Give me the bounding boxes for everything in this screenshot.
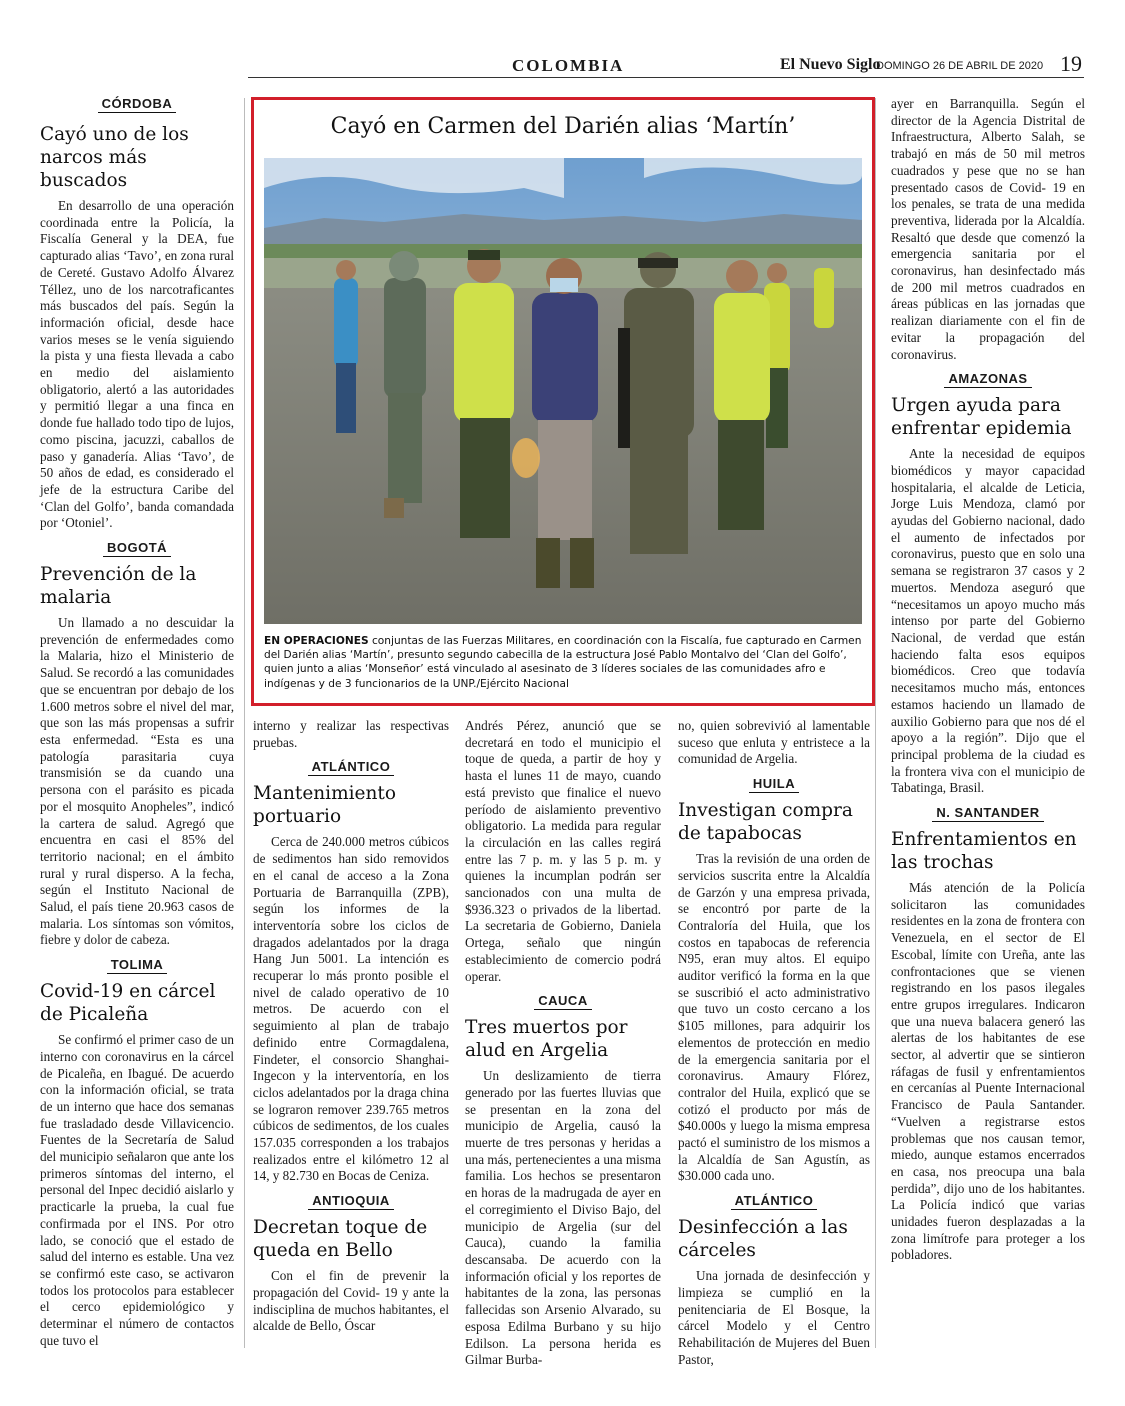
headline: Decretan toque de queda en Bello (253, 1217, 428, 1262)
headline: Covid-19 en cárcel de Picaleña (40, 981, 216, 1026)
caption-text: conjuntas de las Fuerzas Militares, en coordinación con la Fiscalía, fue capturado en Carmen del Darién alias ‘Martín’, presunto segundo cabecilla de la estructura José Pablo Montalvo del ‘Clan del Golfo’, quien junto a alias ‘Monseñor’ está vinculado al asesinato de 3 líderes sociales de las comunidades afro e indígenas y de 3 funcionarios de la UNP./Ejército Nacional (264, 635, 862, 690)
page-number: 19 (1060, 51, 1082, 76)
headline: Urgen ayuda para enfrentar epidemia (891, 395, 1072, 440)
article-body: Ante la necesidad de equipos biomédicos y mayor capacidad hospitalaria, el alcalde de Leticia, Jorge Luis Mendoza, clamó por ayudas del Gobierno nacional, dado el aumento de infectados por coronavirus, puesto que en solo una semana se registraron 37 casos y 2 muertos. Mendoza aseguró que “necesitamos un apoyo mucho más intenso por parte del Gobierno Nacional, de verdad que están haciendo falta esos equipos biomédicos. Creo que todavía necesitamos mucho más, entonces estamos haciendo un llamado de auxilio Gobierno para que nos dé el apoyo a la región”. Dijo que el principal problema de la ciudad es la frontera viva con el municipio de Tabatinga, Brasil. (891, 446, 1085, 796)
article-body-continued: ayer en Barranquilla. Según el director de la Agencia Distrital de Infraestructura, Alberto Salah, se trabajó en más de 50 mil metros cuadrados y pese que no se han presentado casos de Covid- 19 en los penales, se trata de una medida preventiva, liderada por la Alcaldía. Resaltó que desde que comenzó la emergencia sanitaria por el coronavirus, han desinfectado más de 200 mil metros cuadrados en áreas públicas en las jornadas que realizan diariamente con el fin de evitar la propagación del coronavirus. (891, 96, 1085, 362)
article-body: Cerca de 240.000 metros cúbicos de sedimentos han sido removidos en el canal de acceso a la Zona Portuaria de Barranquilla (ZPB), según los informes de la interventoría sobre los ciclos de dragados adelantados por la draga Hang Jun 5001. La intención es recuperar lo más pronto posible el nivel de calado operativo de 10 metros. De acuerdo con el seguimiento al plan de trabajo definido entre Cormagdalena, Findeter, el consorcio Shanghai-Ingecon y la interventoría, en los ciclos adelantados por la draga china se lograron remover 239.765 metros cúbicos de sedimentos, de los cuales 157.035 corresponden a los trabajos realizados entre el kilómetro 12 al 14, y 82.730 en Bocas de Ceniza. (253, 834, 449, 1184)
feature-photo (264, 158, 862, 624)
feature-box (251, 97, 875, 706)
section-title: COLOMBIA (512, 56, 625, 75)
column-divider (875, 98, 876, 1348)
headline: Prevención de la malaria (40, 564, 197, 609)
column-2 (253, 718, 449, 1335)
headline: Tres muertos por alud en Argelia (465, 1017, 628, 1062)
headline: Desinfección a las cárceles (678, 1217, 848, 1262)
caption-lead: EN OPERACIONES (264, 635, 369, 647)
headline: Mantenimiento portuario (253, 783, 396, 828)
headline: Investigan compra de tapabocas (678, 800, 853, 845)
section-tag: ANTIOQUIA (253, 1193, 449, 1210)
article-body: Una jornada de desinfección y limpieza se cumplió en la penitenciaria de El Bosque, la cárcel Modelo y el Centro Rehabilitación de Mujeres del Buen Pastor, (678, 1268, 870, 1367)
article-body: Se confirmó el primer caso de un interno con coronavirus en la cárcel de Picaleña, en Ibagué. De acuerdo con la información oficial, se trata de un interno que hace dos semanas fue trasladado desde Villavicencio. Fuentes de la Secretaría de Salud del municipio señalaron que ante los primeros síntomas del interno, el personal del Inpec decidió aislarlo y practicarle la prueba, la cual fue confirmada por el INS. Por otro lado, se conoció que el estado de salud del interno es estable. Una vez se confirmó este caso, se activaron todos los protocolos para establecer el cerco epidemiológico y determinar el número de contactos que tuvo el (40, 1032, 234, 1348)
section-tag: BOGOTÁ (40, 540, 234, 557)
header-rule (248, 77, 1084, 78)
section-tag: ATLÁNTICO (253, 759, 449, 776)
headline: Cayó uno de los narcos más buscados (40, 124, 189, 191)
article-body: Un deslizamiento de tierra generado por las fuertes lluvias que se presentan en la zona del municipio de Argelia, causó la muerte de tres personas y heridas a una más, pertenecientes a una misma familia. Los hechos se presentaron en horas de la madrugada de ayer en el corregimiento el Diviso Bajo, del municipio de Argelia (sur del Cauca), cuando la familia descansaba. De acuerdo con la información oficial y los reportes de habitantes de la zona, las personas fallecidas son Arsenio Alvarado, su esposa Edilma Burbano y su hijo Edilson. La persona herida es Gilmar Burba- (465, 1068, 661, 1368)
column-5 (891, 96, 1085, 1264)
issue-date: DOMINGO 26 DE ABRIL DE 2020 (876, 60, 1044, 72)
section-tag: CAUCA (465, 993, 661, 1010)
article-body: Con el fin de prevenir la propagación del Covid- 19 y ante la indisciplina de muchos habitantes, el alcalde de Bello, Óscar (253, 1268, 449, 1334)
section-tag: HUILA (678, 776, 870, 793)
section-tag: AMAZONAS (891, 371, 1085, 388)
section-tag: N. SANTANDER (891, 805, 1085, 822)
feature-title: Cayó en Carmen del Darién alias ‘Martín’ (330, 114, 796, 139)
column-1 (40, 96, 234, 1349)
column-3 (465, 718, 661, 1369)
article-body-continued: Andrés Pérez, anunció que se decretará en todo el municipio el toque de queda, a partir de hoy y hasta el lunes 11 de mayo, cuando está previsto que finalice el nuevo período de aislamiento preventivo obligatorio. La medida para regular la circulación en las calles regirá entre las 7 p. m. y las 5 p. m. y quienes la incumplan podrán ser sancionados con una multa de $936.323 o privados de la libertad. La secretaria de Gobierno, Daniela Ortega, señalo que ningún establecimiento de comercio podrá operar. (465, 718, 661, 984)
column-4 (678, 718, 870, 1368)
section-tag: ATLÁNTICO (678, 1193, 870, 1210)
article-body-continued: interno y realizar las respectivas pruebas. (253, 718, 449, 750)
column-divider (244, 98, 245, 1348)
article-body: Tras la revisión de una orden de servicios suscrita entre la Alcaldía de Garzón y una empresa privada, se encontró por parte de la Contraloría del Huila, que los costos en tapabocas de referencia N95, eran muy altos. El equipo auditor verificó la forma en la que se suscribió el acto administrativo que tuvo un costo cercano a los $105 millones, para adquirir los elementos de protección en medio de la emergencia sanitaria por el coronavirus. Amaury Flórez, contralor del Huila, explicó que se cotizó el producto por más de $40.000s y luego la misma empresa pactó el suministro de los mismos a la Alcaldía de San Agustín, as $30.000 cada uno. (678, 851, 870, 1184)
section-tag: CÓRDOBA (40, 96, 234, 113)
article-body: En desarrollo de una operación coordinada entre la Policía, la Fiscalía General y la DEA, fue capturado alias ‘Tavo’, en zona rural de Cereté. Gustavo Adolfo Álvarez Téllez, uno de los narcotraficantes más buscados del país. Según la información oficial, desde hace varios meses se le venía siguiendo la pista y una fiesta llevada a cabo en medio del aislamiento obligatorio, alertó a las autoridades y permitió llegar a una finca en donde fue hallado todo tipo de lujos, como piscina, jacuzzi, caballos de paso y ganadería. Alias ‘Tavo’, de 50 años de edad, es considerado el jefe de la estructura Caribe del ‘Clan del Golfo’, banda comandada por ‘Otoniel’. (40, 198, 234, 531)
section-tag: TOLIMA (40, 957, 234, 974)
arrest-photo-illustration (264, 158, 862, 624)
headline: Enfrentamientos en las trochas (891, 829, 1077, 874)
photo-caption (264, 634, 862, 691)
article-body-continued: no, quien sobrevivió al lamentable suceso que enluta y entristece a la comunidad de Argelia. (678, 718, 870, 767)
article-body: Más atención de la Policía solicitaron las comunidades residentes en la zona de frontera con Venezuela, en el sector de El Escobal, límite con Ureña, ante las confrontaciones que se vienen registrando en los pasos ilegales entre grupos irregulares. Indicaron que una nueva balacera generó las alertas de los habitantes de ese sector, al advertir que se sintieron ráfagas de fusil y enfrentamientos en cercanías al Puente Internacional Francisco de Paula Santander. “Vuelven a registrarse estos problemas que nos causan temor, miedo, aunque estamos encerrados en casa, nos preocupa una bala perdida”, dijo uno de los habitantes. La Policía indicó que varias unidades fueron desplazadas a la zona limítrofe para proteger a los pobladores. (891, 880, 1085, 1263)
article-body: Un llamado a no descuidar la prevención de enfermedades como la Malaria, hizo el Ministerio de Salud. Se recordó a las comunidades que se encuentran por debajo de los 1.600 metros sobre el nivel del mar, que son las más propensas a sufrir esta enfermedad. “Esta es una patología parasitaria cuya transmisión se da cuando una persona con el parásito es picada por el mosquito Anopheles”, indicó la cartera de salud. Agregó que encuentra en casi el 85% del territorio nacional; en el ámbito rural y rural disperso. A la fecha, según el Instituto Nacional de Salud, el país tiene 20.963 casos de malaria. Los síntomas son vómitos, fiebre y dolor de cabeza. (40, 615, 234, 948)
newspaper-name: El Nuevo Siglo (780, 56, 881, 73)
